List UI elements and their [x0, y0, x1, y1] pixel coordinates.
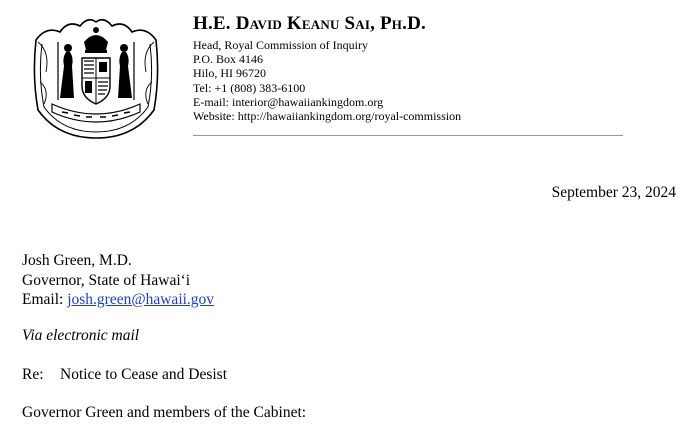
- sender-name: H.E. David Keanu Sai, Ph.D.: [193, 13, 426, 34]
- recipient-email-label: Email:: [22, 291, 68, 308]
- hawaiian-kingdom-seal-icon: [28, 12, 164, 140]
- recipient-email-line: [22, 290, 214, 310]
- letter-date: September 23, 2024: [551, 184, 676, 201]
- recipient-name: Josh Green, M.D.: [22, 252, 132, 269]
- delivery-method: Via electronic mail: [22, 327, 140, 344]
- sender-title: Head, Royal Commission of Inquiry: [193, 38, 368, 52]
- recipient-email-link[interactable]: josh.green@hawaii.gov: [67, 291, 215, 308]
- sender-city: Hilo, HI 96720: [193, 66, 266, 81]
- letterhead: [193, 12, 623, 123]
- sender-email: E-mail: interior@hawaiiankingdom.org: [193, 94, 384, 109]
- subject-label: Re:: [22, 366, 44, 383]
- sender-phone: Tel: +1 (808) 383-6100: [193, 80, 306, 95]
- recipient-address: [22, 251, 214, 310]
- salutation: Governor Green and members of the Cabinet:: [22, 404, 307, 421]
- sender-website: Website: http://hawaiiankingdom.org/royal-commission: [193, 109, 462, 124]
- subject-text: Notice to Cease and Desist: [60, 366, 228, 383]
- recipient-position: Governor, State of Hawai‘i: [22, 271, 191, 289]
- letterhead-divider: [193, 135, 623, 136]
- subject-line: [22, 366, 227, 384]
- sender-po-box: P.O. Box 4146: [193, 52, 264, 67]
